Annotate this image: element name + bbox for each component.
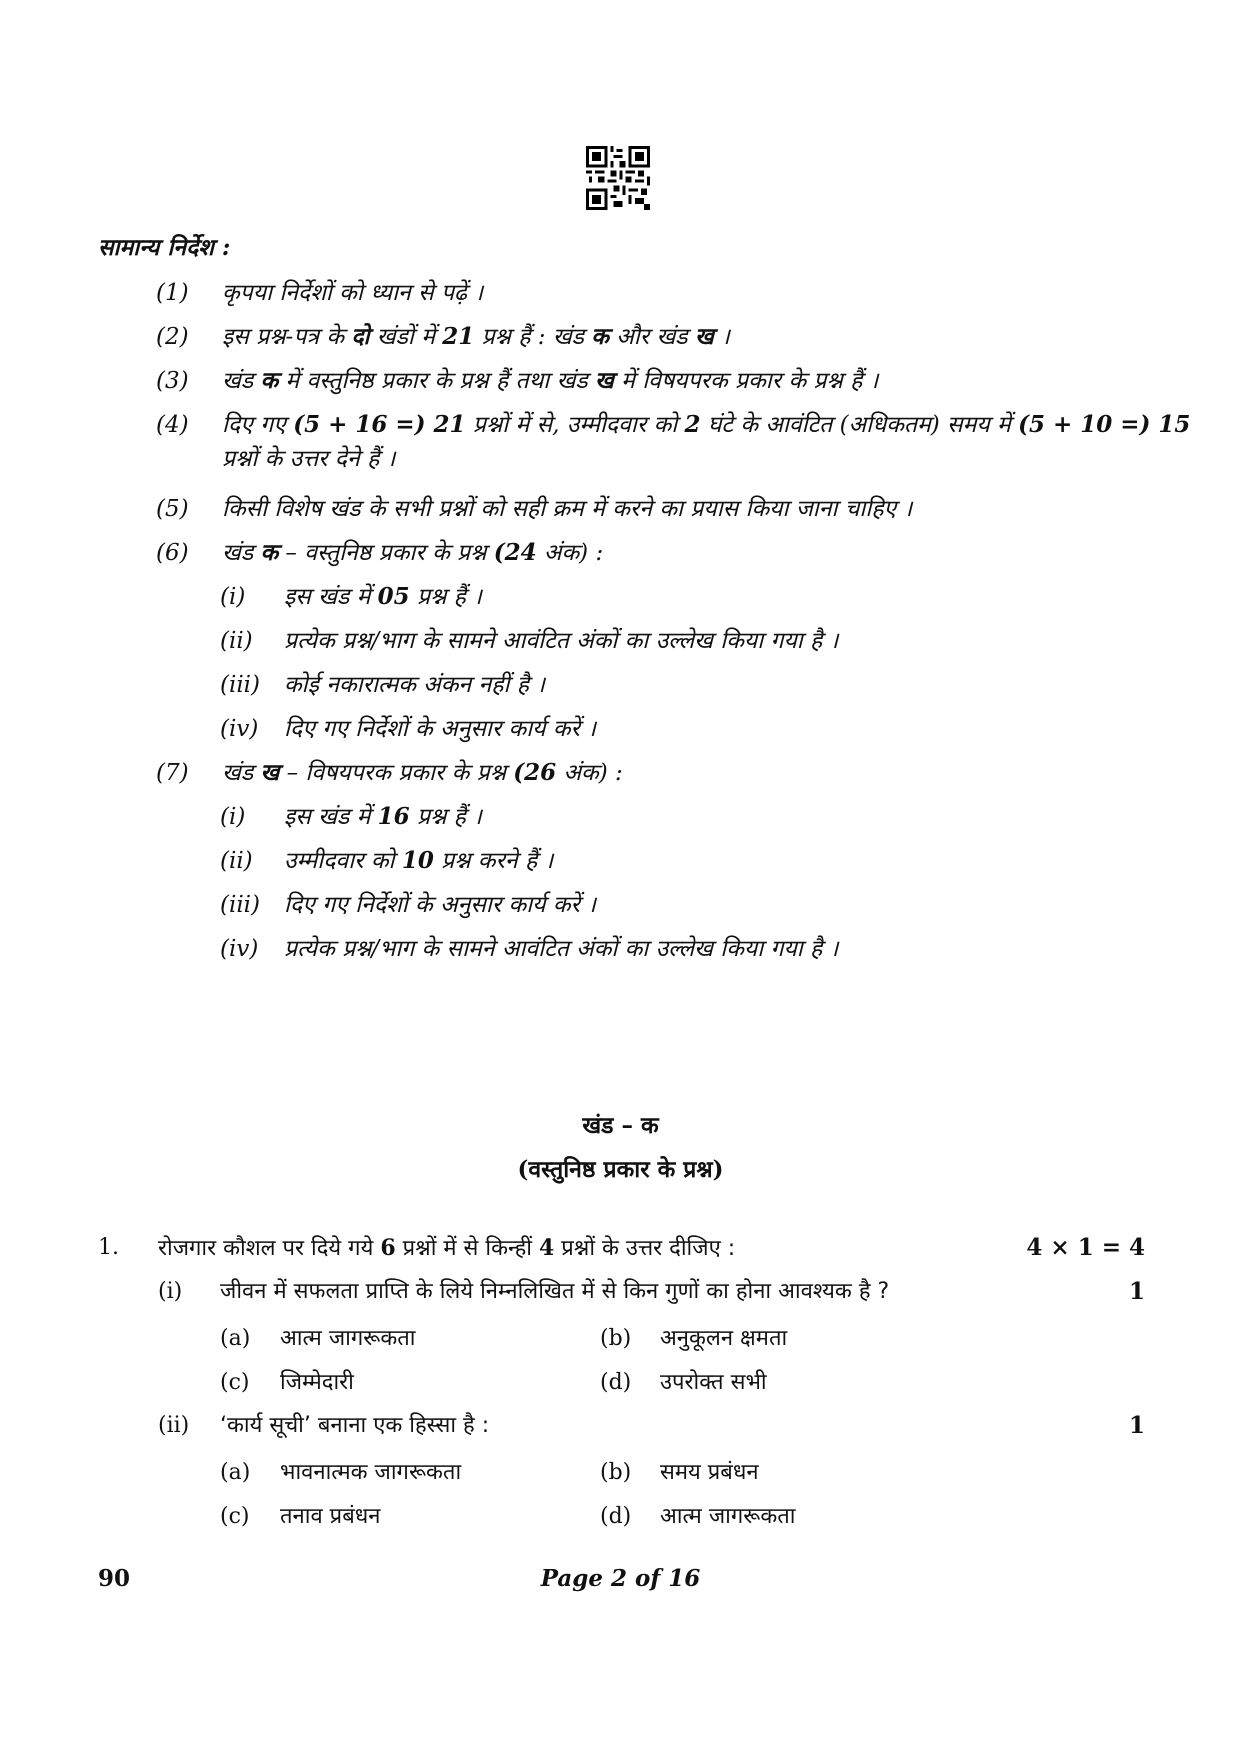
qr-code-icon bbox=[586, 146, 650, 210]
instruction-item: (3) खंड क में वस्तुनिष्ठ प्रकार के प्रश्न हैं तथा खंड ख में विषयपरक प्रकार के प्रश्न हैं । bbox=[156, 367, 879, 394]
part-ii-text: ‘कार्य सूची’ बनाना एक हिस्सा है : bbox=[220, 1413, 490, 1438]
sub-instruction-item: (iii) कोई नकारात्मक अंकन नहीं है । bbox=[220, 672, 545, 698]
sub-instruction-item: (i) इस खंड में 05 प्रश्न हैं । bbox=[220, 583, 482, 610]
sub-instruction-item: (iv) प्रत्येक प्रश्न/भाग के सामने आवंटित अंकों का उल्लेख किया गया है । bbox=[220, 936, 839, 962]
sub-instruction-item: (iii) दिए गए निर्देशों के अनुसार कार्य करें । bbox=[220, 892, 596, 918]
section-title: खंड – क bbox=[582, 1112, 659, 1139]
part-ii-number: (ii) bbox=[158, 1413, 190, 1438]
instruction-item: (4) दिए गए (5 + 16 =) 21 प्रश्नों में से, उम्मीदवार को 2 घंटे के आवंटित (अधिकतम) समय में (5 + 10 =) 15 प्रश्नों के उत्तर देने हैं । bbox=[156, 411, 1191, 472]
sub-instruction-item: (ii) प्रत्येक प्रश्न/भाग के सामने आवंटित अंकों का उल्लेख किया गया है । bbox=[220, 628, 839, 654]
instruction-item: (7) खंड ख – विषयपरक प्रकार के प्रश्न (26 अंक) : bbox=[156, 759, 623, 786]
option-d: (d) उपरोक्त सभी bbox=[600, 1370, 767, 1395]
page-number: Page 2 of 16 bbox=[540, 1565, 701, 1592]
paper-code: 90 bbox=[98, 1565, 131, 1592]
option-a: (a) आत्म जागरूकता bbox=[220, 1326, 416, 1351]
option-c: (c) जिम्मेदारी bbox=[220, 1370, 354, 1395]
question-1-number: 1. bbox=[98, 1235, 119, 1260]
instruction-item: (2) इस प्रश्न-पत्र के दो खंडों में 21 प्रश्न हैं : खंड क और खंड ख । bbox=[156, 323, 730, 350]
option-a: (a) भावनात्मक जागरूकता bbox=[220, 1460, 462, 1485]
part-i-number: (i) bbox=[158, 1279, 183, 1304]
option-b: (b) अनुकूलन क्षमता bbox=[600, 1326, 788, 1351]
instruction-item: (6) खंड क – वस्तुनिष्ठ प्रकार के प्रश्न (24 अंक) : bbox=[156, 539, 604, 566]
section-subtitle: (वस्तुनिष्ठ प्रकार के प्रश्न) bbox=[517, 1156, 724, 1183]
option-d: (d) आत्म जागरूकता bbox=[600, 1504, 796, 1529]
option-c: (c) तनाव प्रबंधन bbox=[220, 1504, 381, 1529]
instruction-item: (1) कृपया निर्देशों को ध्यान से पढ़ें । bbox=[156, 280, 484, 306]
question-1-marks: 4 × 1 = 4 bbox=[1026, 1234, 1145, 1261]
part-i-text: जीवन में सफलता प्राप्ति के लिये निम्नलिखित में से किन गुणों का होना आवश्यक है ? bbox=[220, 1279, 890, 1304]
instruction-item: (5) किसी विशेष खंड के सभी प्रश्नों को सही क्रम में करने का प्रयास किया जाना चाहिए । bbox=[156, 496, 913, 522]
option-b: (b) समय प्रबंधन bbox=[600, 1460, 759, 1485]
sub-instruction-item: (iv) दिए गए निर्देशों के अनुसार कार्य करें । bbox=[220, 716, 596, 742]
sub-instruction-item: (i) इस खंड में 16 प्रश्न हैं । bbox=[220, 803, 482, 830]
general-instructions-heading: सामान्य निर्देश : bbox=[98, 234, 231, 261]
part-ii-marks: 1 bbox=[1128, 1412, 1145, 1439]
part-i-marks: 1 bbox=[1128, 1278, 1145, 1305]
question-1-text: रोजगार कौशल पर दिये गये 6 प्रश्नों में से किन्हीं 4 प्रश्नों के उत्तर दीजिए : bbox=[158, 1235, 736, 1261]
sub-instruction-item: (ii) उम्मीदवार को 10 प्रश्न करने हैं । bbox=[220, 847, 554, 874]
